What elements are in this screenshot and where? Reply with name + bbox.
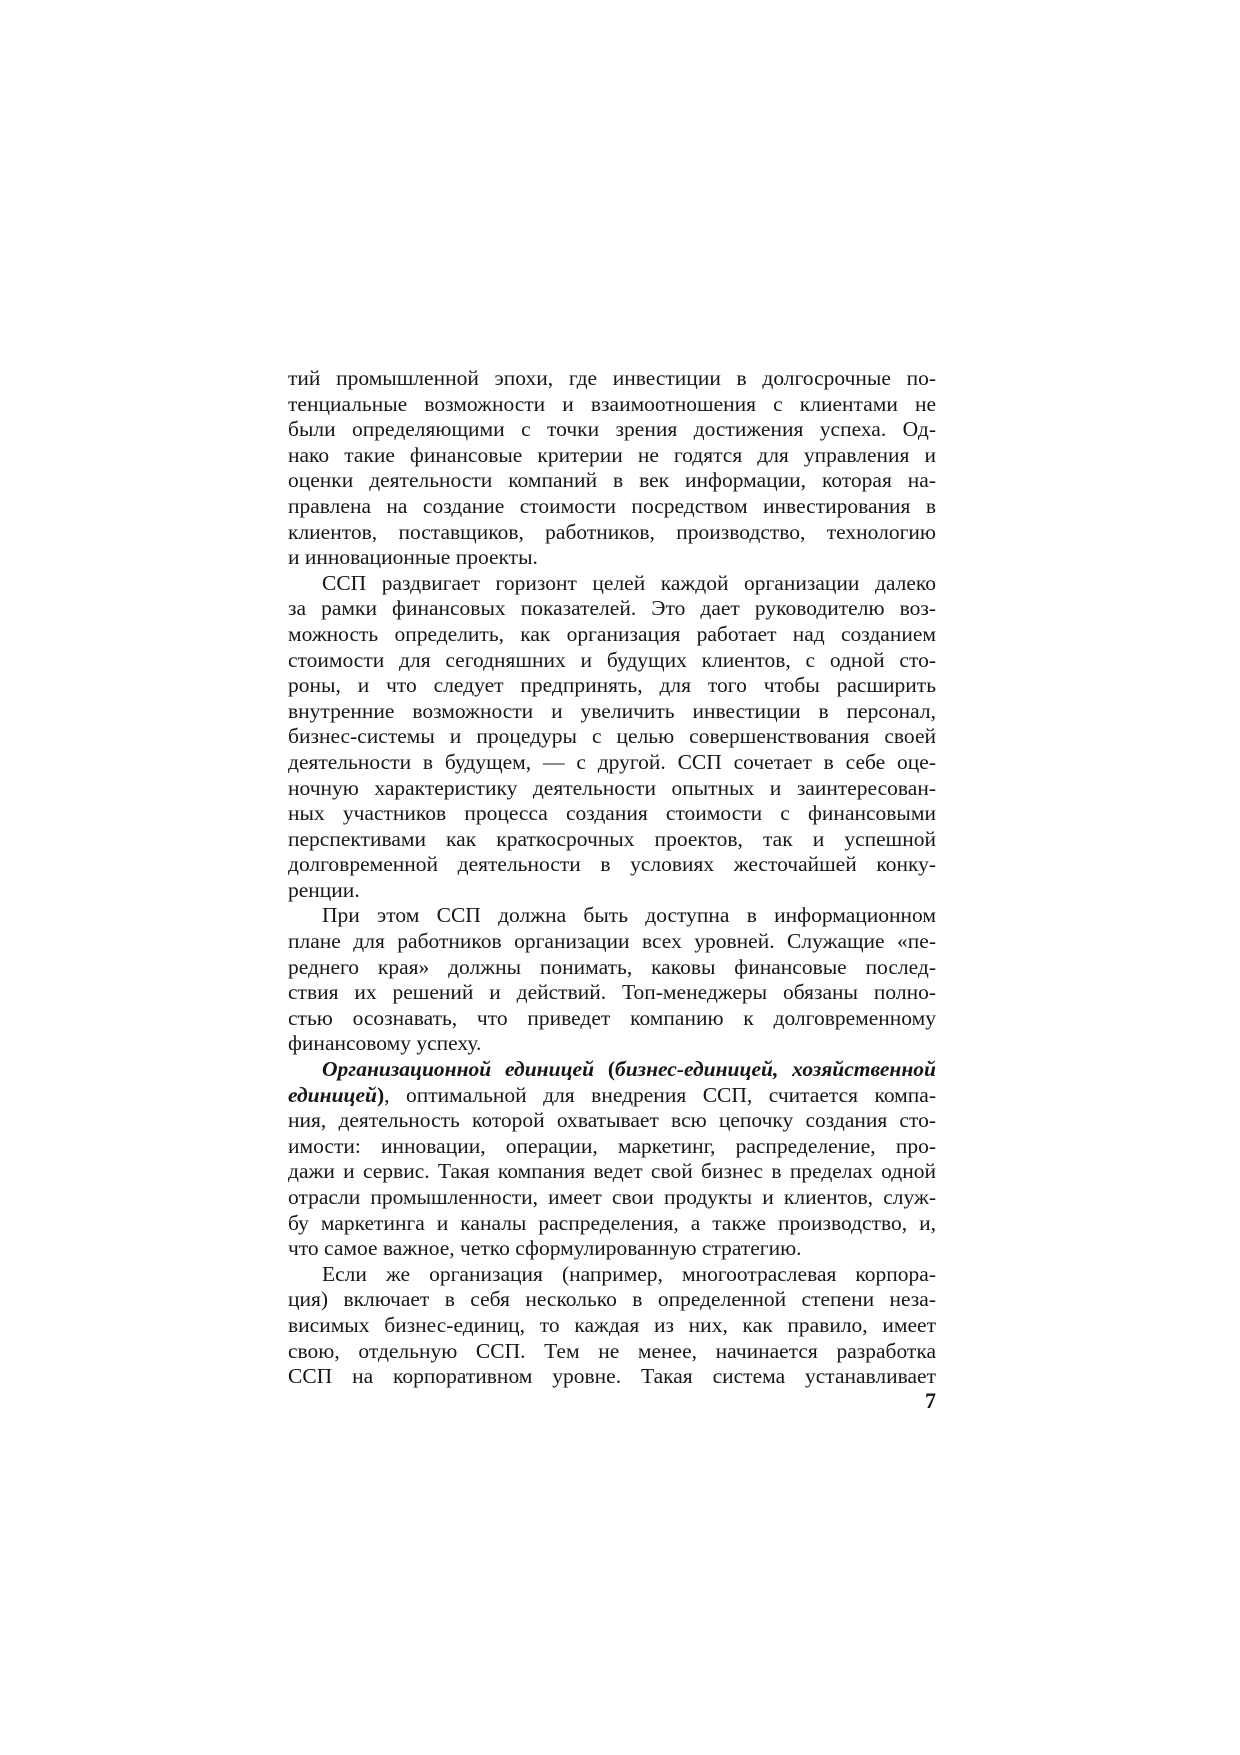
paragraph-3: [288, 903, 936, 1057]
text-line: стью осознавать, что приведет компанию к долговременному: [288, 1005, 936, 1030]
text-line: ствия их решений и действий. Топ-менеджеры обязаны полно-: [288, 980, 936, 1005]
term-synonyms: бизнес-единицей, хозяйственной: [615, 1057, 936, 1082]
text-line: перспективами как краткосрочных проектов, так и успешной: [288, 826, 936, 851]
text-line: и инновационные проекты.: [288, 545, 538, 570]
paragraph-2: [288, 571, 936, 904]
paragraph-4: [288, 1057, 936, 1262]
text-line: реднего края» должны понимать, каковы финансовые послед-: [288, 954, 936, 979]
definition-text: , оптимальной для внедрения ССП, считается компа-: [384, 1082, 936, 1107]
text-line: висимых бизнес-единиц, то каждая из них, как правило, имеет: [288, 1312, 936, 1337]
text-line: бизнес-системы и процедуры с целью совершенствования своей: [288, 724, 936, 749]
text-line: имости: инновации, операции, маркетинг, распределение, про-: [288, 1133, 936, 1158]
term-synonyms-end: единицей: [288, 1082, 377, 1107]
text-line: ССП на корпоративном уровне. Такая система устанавливает: [288, 1364, 936, 1389]
text-line: тенциальные возможности и взаимоотношения с клиентами не: [288, 391, 936, 416]
text-line: При этом ССП должна быть доступна в информационном: [322, 903, 936, 928]
paragraph-1: [288, 366, 936, 571]
text-line: свою, отдельную ССП. Тем не менее, начинается разработка: [288, 1338, 936, 1363]
text-line: правлена на создание стоимости посредством инвестирования в: [288, 493, 936, 518]
text-line: были определяющими с точки зрения достижения успеха. Од-: [288, 417, 936, 442]
text-line: за рамки финансовых показателей. Это дает руководителю воз-: [288, 596, 936, 621]
defined-term: Организационной единицей: [322, 1057, 595, 1082]
definition-line-2: [288, 1083, 936, 1109]
text-line: стоимости для сегодняшних и будущих клиентов, с одной сто-: [288, 647, 936, 672]
text-line: роны, и что следует предпринять, для того чтобы расширить: [288, 673, 936, 698]
text-line: нако такие финансовые критерии не годятся для управления и: [288, 442, 936, 467]
text-line: финансовому успеху.: [288, 1031, 482, 1056]
text-line: бу маркетинга и каналы распределения, а также производство, и,: [288, 1210, 936, 1235]
text-line: ночную характеристику деятельности опытных и заинтересован-: [288, 775, 936, 800]
text-line: Если же организация (например, многоотраслевая корпора-: [322, 1261, 936, 1286]
page-number: 7: [925, 1388, 936, 1413]
text-line: клиентов, поставщиков, работников, производство, технологию: [288, 519, 936, 544]
text-line: ция) включает в себя несколько в определенной степени неза-: [288, 1287, 936, 1312]
definition-line-1: [288, 1057, 936, 1083]
text-line: долговременной деятельности в условиях жесточайшей конку-: [288, 852, 936, 877]
text-line: дажи и сервис. Такая компания ведет свой бизнес в пределах одной: [288, 1159, 936, 1184]
text-line: ния, деятельность которой охватывает всю цепочку создания сто-: [288, 1108, 936, 1133]
term-paren-close: ): [376, 1082, 385, 1107]
text-line: можность определить, как организация работает над созданием: [288, 621, 936, 646]
text-line: ных участников процесса создания стоимости с финансовыми: [288, 801, 936, 826]
text-line: оценки деятельности компаний в век информации, которая на-: [288, 468, 936, 493]
text-line: внутренние возможности и увеличить инвестиции в персонал,: [288, 698, 936, 723]
text-line: тий промышленной эпохи, где инвестиции в долгосрочные по-: [288, 366, 936, 390]
text-line: деятельности в будущем, — с другой. ССП сочетает в себе оце-: [288, 749, 936, 774]
text-line: ССП раздвигает горизонт целей каждой организации далеко: [322, 570, 936, 595]
text-line: что самое важное, четко сформулированную стратегию.: [288, 1236, 802, 1261]
term-paren-open: (: [594, 1057, 615, 1082]
text-line: ренции.: [288, 877, 360, 902]
body-text: [288, 366, 936, 1390]
text-line: плане для работников организации всех уровней. Служащие «пе-: [288, 929, 936, 954]
paragraph-5: [288, 1262, 936, 1390]
text-line: отрасли промышленности, имеет свои продукты и клиентов, служ-: [288, 1185, 936, 1209]
